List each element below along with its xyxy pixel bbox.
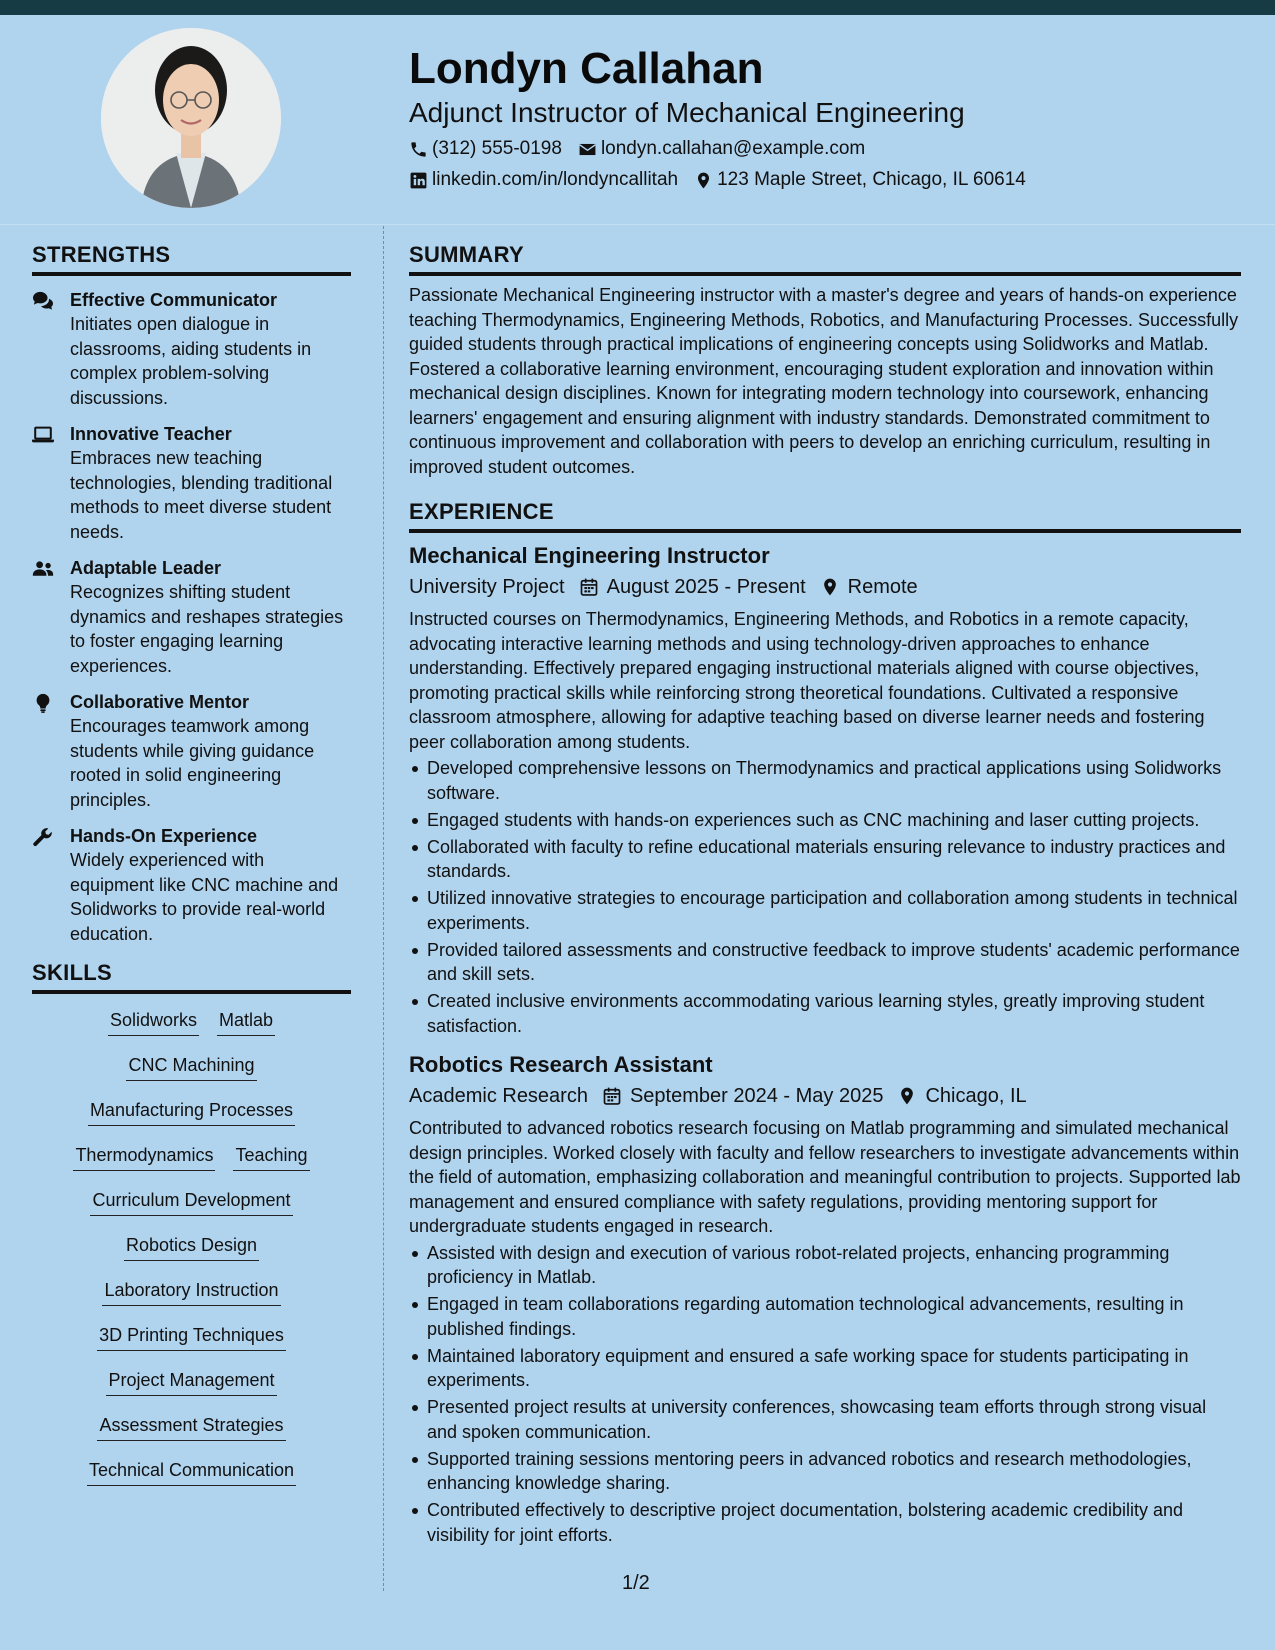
bullet-item: Created inclusive environments accommodating various learning styles, greatly improving student satisfaction. bbox=[409, 989, 1241, 1038]
calendar-icon bbox=[602, 1086, 622, 1106]
skill-tag: Manufacturing Processes bbox=[88, 1098, 295, 1126]
bullet-item: Presented project results at university conferences, showcasing team efforts through strong visual and spoken communication. bbox=[409, 1395, 1241, 1444]
bullet-item: Assisted with design and execution of various robot-related projects, enhancing programming proficiency in Matlab. bbox=[409, 1241, 1241, 1290]
page-number: 1/2 bbox=[622, 1572, 650, 1594]
strength-desc: Initiates open dialogue in classrooms, aiding students in complex problem-solving discussions. bbox=[70, 314, 312, 408]
job-dates-text: August 2025 - Present bbox=[606, 576, 806, 598]
bullet-item: Utilized innovative strategies to encourage participation and collaboration among students in technical experiments. bbox=[409, 886, 1241, 935]
experience-heading: EXPERIENCE bbox=[409, 497, 1241, 533]
skills-list bbox=[32, 1008, 351, 1503]
skill-tag: Laboratory Instruction bbox=[102, 1278, 280, 1306]
contact-line-2 bbox=[409, 168, 1249, 192]
strength-item bbox=[32, 690, 351, 812]
map-pin-icon bbox=[820, 577, 840, 597]
job-location-text: Remote bbox=[847, 576, 918, 598]
bullet-item: Engaged in team collaborations regarding automation technological advancements, resulting in published findings. bbox=[409, 1292, 1241, 1341]
strength-desc: Widely experienced with equipment like CNC machine and Solidworks to provide real-world education. bbox=[70, 850, 339, 944]
skill-tag: Assessment Strategies bbox=[97, 1413, 285, 1441]
skill-row bbox=[32, 1458, 351, 1503]
envelope-icon bbox=[578, 140, 597, 159]
email-address[interactable]: londyn.callahan@example.com bbox=[600, 138, 866, 159]
strength-desc: Recognizes shifting student dynamics and reshapes strategies to foster engaging learning experiences. bbox=[70, 582, 344, 676]
contact-line-1 bbox=[409, 137, 1249, 161]
strength-desc: Encourages teamwork among students while giving guidance rooted in solid engineering principles. bbox=[70, 716, 315, 810]
bullet-item: Developed comprehensive lessons on Thermodynamics and practical applications using Solidworks software. bbox=[409, 756, 1241, 805]
bullet-item: Provided tailored assessments and constructive feedback to improve students' academic performance and skill sets. bbox=[409, 938, 1241, 987]
skills-heading: SKILLS bbox=[32, 958, 351, 994]
strengths-list bbox=[32, 288, 351, 946]
skill-tag: CNC Machining bbox=[126, 1053, 256, 1081]
job-org: University Project bbox=[409, 576, 565, 598]
skill-row bbox=[32, 1413, 351, 1458]
skill-tag: Curriculum Development bbox=[90, 1188, 292, 1216]
top-bar bbox=[0, 0, 1275, 15]
job-entry bbox=[409, 1050, 1241, 1547]
job-bullets bbox=[409, 1241, 1241, 1548]
map-pin-icon bbox=[897, 1086, 917, 1106]
job-meta bbox=[409, 573, 1241, 601]
strength-item bbox=[32, 824, 351, 946]
candidate-name: Londyn Callahan bbox=[409, 44, 764, 93]
left-column bbox=[32, 240, 351, 1503]
skill-row bbox=[32, 1233, 351, 1278]
strength-title: Collaborative Mentor bbox=[70, 692, 250, 712]
wrench-icon bbox=[32, 827, 54, 847]
skill-row bbox=[32, 1098, 351, 1143]
job-dates bbox=[579, 573, 806, 601]
comments-icon bbox=[32, 291, 54, 311]
linkedin-contact[interactable] bbox=[409, 168, 678, 192]
skill-row bbox=[32, 1323, 351, 1368]
skill-row bbox=[32, 1278, 351, 1323]
skill-tag: Teaching bbox=[233, 1143, 309, 1171]
bullet-item: Contributed effectively to descriptive project documentation, bolstering academic credibility and visibility for joint efforts. bbox=[409, 1498, 1241, 1547]
lightbulb-icon bbox=[32, 693, 54, 713]
header bbox=[409, 40, 1249, 192]
strength-item bbox=[32, 556, 351, 678]
phone-icon bbox=[409, 140, 428, 159]
skill-row bbox=[32, 1368, 351, 1413]
job-title: Mechanical Engineering Instructor bbox=[409, 543, 770, 568]
header-divider bbox=[0, 224, 1275, 225]
job-org: Academic Research bbox=[409, 1085, 588, 1107]
skill-tag: Matlab bbox=[217, 1008, 275, 1036]
laptop-icon bbox=[32, 425, 54, 445]
job-title: Robotics Research Assistant bbox=[409, 1052, 713, 1077]
address-contact bbox=[694, 168, 1026, 192]
skill-row bbox=[32, 1188, 351, 1233]
profile-photo bbox=[101, 28, 281, 208]
phone-number: (312) 555-0198 bbox=[432, 138, 562, 159]
skill-tag: Solidworks bbox=[108, 1008, 199, 1036]
avatar bbox=[101, 28, 281, 208]
skill-tag: Technical Communication bbox=[87, 1458, 296, 1486]
phone-contact bbox=[409, 137, 562, 161]
bullet-item: Collaborated with faculty to refine educational materials ensuring relevance to industry practices and standards. bbox=[409, 835, 1241, 884]
job-location bbox=[820, 573, 918, 601]
job-bullets bbox=[409, 756, 1241, 1038]
users-icon bbox=[32, 559, 54, 579]
strength-title: Adaptable Leader bbox=[70, 558, 222, 578]
strength-item bbox=[32, 288, 351, 410]
strength-title: Innovative Teacher bbox=[70, 424, 232, 444]
job-description: Contributed to advanced robotics research focusing on Matlab programming and simulated mechanical design principles. Worked closely with faculty and fellow researchers to investigate advancements within the field of automation, emphasizing collaboration and meaningful contribution to projects. Supported lab management and ensured compliance with safety regulations, providing mentoring support for undergraduate students engaged in research. bbox=[409, 1118, 1241, 1236]
street-address: 123 Maple Street, Chicago, IL 60614 bbox=[717, 169, 1026, 190]
strength-title: Hands-On Experience bbox=[70, 826, 258, 846]
job-location-text: Chicago, IL bbox=[925, 1085, 1027, 1107]
skill-row bbox=[32, 1143, 351, 1188]
strength-title: Effective Communicator bbox=[70, 290, 278, 310]
skill-tag: 3D Printing Techniques bbox=[97, 1323, 286, 1351]
summary-text: Passionate Mechanical Engineering instructor with a master's degree and years of hands-on experience teaching Thermodynamics, Engineering Methods, Robotics, and Manufacturing Processes. Successfully guided students through practical implications of engineering concepts using Solidworks and Matlab. Fostered a collaborative learning environment, encouraging student exploration and innovation within mechanical design disciplines. Known for integrating modern technology into coursework, enhancing learners' engagement and ensuring alignment with industry standards. Demonstrated commitment to continuous improvement and collaboration with peers to develop an enriching curriculum, resulting in improved student outcomes. bbox=[409, 285, 1239, 477]
bullet-item: Engaged students with hands-on experiences such as CNC machining and laser cutting projects. bbox=[409, 808, 1241, 833]
skill-tag: Thermodynamics bbox=[73, 1143, 215, 1171]
bullet-item: Supported training sessions mentoring peers in advanced robotics and research methodologies, enhancing knowledge sharing. bbox=[409, 1447, 1241, 1496]
candidate-title: Adjunct Instructor of Mechanical Engineering bbox=[409, 97, 965, 128]
column-divider bbox=[383, 226, 384, 1591]
job-entry bbox=[409, 541, 1241, 1038]
skill-tag: Robotics Design bbox=[124, 1233, 259, 1261]
map-pin-icon bbox=[694, 171, 713, 190]
job-dates-text: September 2024 - May 2025 bbox=[629, 1085, 884, 1107]
email-contact[interactable] bbox=[578, 137, 865, 161]
job-location bbox=[897, 1082, 1026, 1110]
job-description: Instructed courses on Thermodynamics, Engineering Methods, and Robotics in a remote capacity, advocating interactive learning methods and using technology-driven approaches to enhance understanding. Effectively prepared engaging instructional materials aligned with course objectives, promoting practical skills while reinforcing strong theoretical foundations. Cultivated a responsive classroom atmosphere, allowing for adaptive teaching based on diverse learner needs and fostering peer collaboration among students. bbox=[409, 609, 1205, 752]
right-column bbox=[409, 240, 1241, 1550]
calendar-icon bbox=[579, 577, 599, 597]
strength-desc: Embraces new teaching technologies, blending traditional methods to meet diverse student needs. bbox=[70, 448, 333, 542]
strengths-heading: STRENGTHS bbox=[32, 240, 351, 276]
job-meta bbox=[409, 1082, 1241, 1110]
skill-row bbox=[32, 1008, 351, 1053]
skill-tag: Project Management bbox=[106, 1368, 276, 1396]
linkedin-icon bbox=[409, 171, 428, 190]
summary-heading: SUMMARY bbox=[409, 240, 1241, 276]
strength-item bbox=[32, 422, 351, 544]
bullet-item: Maintained laboratory equipment and ensured a safe working space for students participating in experiments. bbox=[409, 1344, 1241, 1393]
skill-row bbox=[32, 1053, 351, 1098]
job-dates bbox=[602, 1082, 884, 1110]
linkedin-url[interactable]: linkedin.com/in/londyncallitah bbox=[432, 169, 679, 190]
